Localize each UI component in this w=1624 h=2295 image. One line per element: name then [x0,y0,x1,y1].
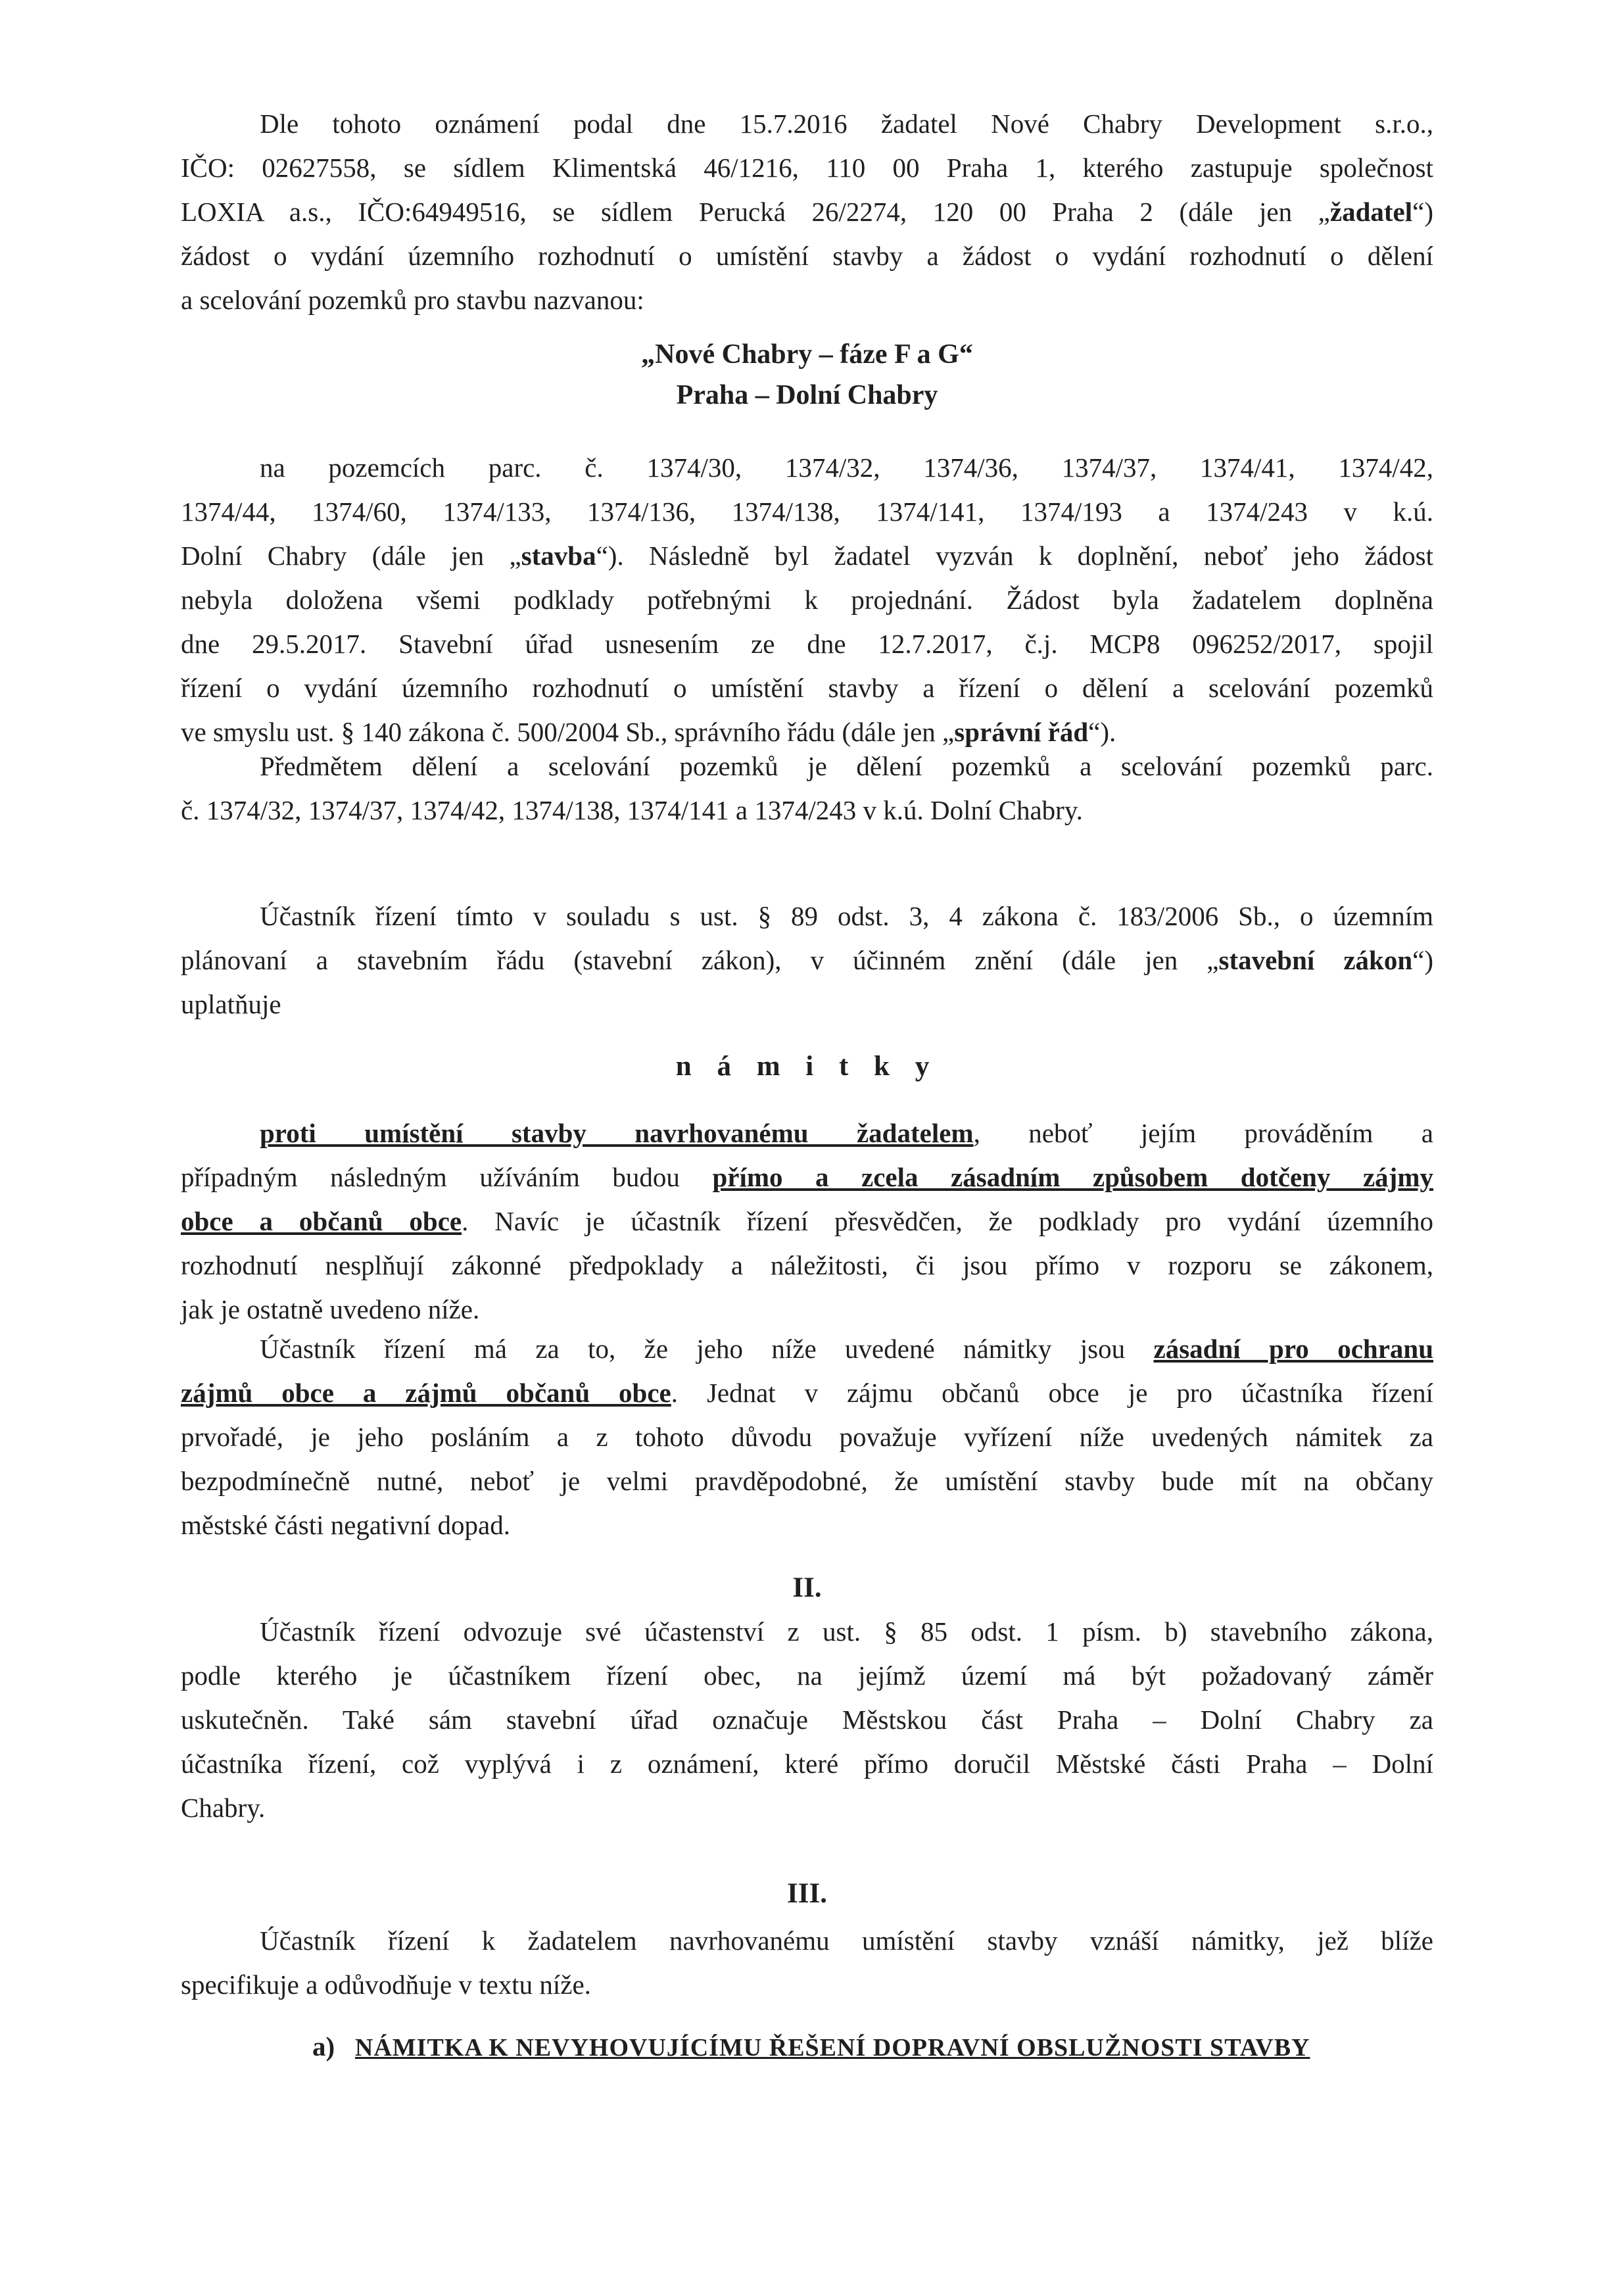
text-line: specifikuje a odůvodňuje v textu níže. [181,1969,591,2000]
text-line: ve smyslu ust. § 140 zákona č. 500/2004 Sb., správního řádu (dále jen „správní řád“). [181,717,1116,747]
parcels-paragraph [181,446,1433,754]
objections-intro-paragraph [181,1919,1433,2007]
text-line: účastníka řízení, což vyplývá i z oznámení, které přímo doručil Městské části Praha – Dolní [181,1749,1433,1779]
underlined-text: obce a občanů obce [181,1206,462,1236]
bold-term-spravni-rad: správní řád [954,717,1089,747]
text-line: řízení o vydání územního rozhodnutí o umístění stavby a řízení o dělení a scelování pozemků [181,673,1433,703]
text-line: a scelování pozemků pro stavbu nazvanou: [181,285,644,315]
text-line: na pozemcích parc. č. 1374/30, 1374/32, 1374/36, 1374/37, 1374/41, 1374/42, [260,452,1433,483]
text-line: Účastník řízení odvozuje své účastenství z ust. § 85 odst. 1 písm. b) stavebního zákona, [260,1616,1433,1647]
text-line: č. 1374/32, 1374/37, 1374/42, 1374/138, 1374/141 a 1374/243 v k.ú. Dolní Chabry. [181,795,1083,825]
text-line: rozhodnutí nesplňují zákonné předpoklady a náležitosti, či jsou přímo v rozporu se zákonem, [181,1250,1433,1280]
text-line: Dle tohoto oznámení podal dne 15.7.2016 žadatel Nové Chabry Development s.r.o., [260,109,1433,139]
text-line: Předmětem dělení a scelování pozemků je dělení pozemků a scelování pozemků parc. [260,751,1433,781]
text-line: jak je ostatně uvedeno níže. [181,1294,480,1324]
text-line: žádost o vydání územního rozhodnutí o umístění stavby a žádost o vydání rozhodnutí o dělení [181,241,1433,271]
text-line: podle kterého je účastníkem řízení obec, na jejímž území má být požadovaný záměr [181,1660,1433,1691]
text-line: Účastník řízení má za to, že jeho níže uvedené námitky jsou zásadní pro ochranu [260,1334,1433,1364]
project-title-line-1: „Nové Chabry – fáze F a G“ [641,339,973,370]
text-line: případným následným užíváním budou přímo a zcela zásadním způsobem dotčeny zájmy [181,1162,1433,1192]
text-line: bezpodmínečně nutné, neboť je velmi pravděpodobné, že umístění stavby bude mít na občany [181,1466,1433,1496]
participant-paragraph [181,894,1433,1027]
bold-term-stavebni-zakon: stavební zákon [1218,945,1413,975]
text-line: plánovaní a stavebním řádu (stavební zákon), v účinném znění (dále jen „stavební zákon“) [181,945,1434,975]
bold-term-stavba: stavba [521,541,596,571]
text-line: dne 29.5.2017. Stavební úřad usnesením ze dne 12.7.2017, č.j. MCP8 096252/2017, spojil [181,629,1433,659]
text-line: prvořadé, je jeho posláním a z tohoto důvodu považuje vyřízení níže uvedených námitek za [181,1422,1433,1452]
text-line: proti umístění stavby navrhovanému žadatelem, neboť jejím prováděním a [260,1118,1433,1148]
text-line: obce a občanů obce. Navíc je účastník řízení přesvědčen, že podklady pro vydání územního [181,1206,1433,1236]
text-line: Účastník řízení k žadatelem navrhovanému umístění stavby vznáší námitky, jež blíže [260,1925,1433,1956]
text-line: uplatňuje [181,989,281,1019]
text-line: městské části negativní dopad. [181,1510,510,1540]
text-line: nebyla doložena všemi podklady potřebnými k projednání. Žádost byla žadatelem doplněna [181,585,1433,615]
text-line: 1374/44, 1374/60, 1374/133, 1374/136, 1374/138, 1374/141, 1374/193 a 1374/243 v k.ú. [181,496,1433,527]
text-line: Chabry. [181,1793,266,1823]
project-title [181,334,1433,416]
subsection-title: NÁMITKA K NEVYHOVUJÍCÍMU ŘEŠENÍ DOPRAVNÍ OBSLUŽNOSTI STAVBY [354,2034,1310,2062]
subsection-a-heading [312,2027,1430,2067]
objections-heading: n á m i t k y [675,1051,939,1082]
text-line: uskutečněn. Také sám stavební úřad označuje Městskou část Praha – Dolní Chabry za [181,1704,1433,1735]
section-heading-iii: III. [787,1878,827,1909]
underlined-text: přímo a zcela zásadním způsobem dotčeny zájmy [712,1162,1433,1192]
subsection-label: a) [312,2031,335,2062]
division-paragraph [181,744,1433,833]
section-heading-ii: II. [792,1572,822,1603]
text-line: Účastník řízení tímto v souladu s ust. § 89 odst. 3, 4 zákona č. 183/2006 Sb., o územním [260,901,1433,931]
standing-paragraph [181,1610,1433,1830]
text-line: IČO: 02627558, se sídlem Klimentská 46/1216, 110 00 Praha 1, kterého zastupuje společnost [181,153,1433,183]
text-line: LOXIA a.s., IČO:64949516, se sídlem Perucká 26/2274, 120 00 Praha 2 (dále jen „žadatel“) [181,197,1433,227]
text-line: Dolní Chabry (dále jen „stavba“). Následně byl žadatel vyzván k doplnění, neboť jeho žádost [181,541,1433,571]
underlined-text: proti umístění stavby navrhovanému žadatelem [260,1118,974,1148]
bold-term-zadatel: žadatel [1329,197,1413,227]
interests-paragraph [181,1327,1433,1547]
underlined-text: zásadní pro ochranu [1153,1334,1433,1364]
intro-paragraph [181,102,1433,322]
text-line: zájmů obce a zájmů občanů obce. Jednat v zájmu občanů obce je pro účastníka řízení [181,1378,1433,1408]
objection-paragraph [181,1111,1433,1332]
underlined-text: zájmů obce a zájmů občanů obce [181,1378,671,1408]
project-title-line-2: Praha – Dolní Chabry [676,380,938,410]
